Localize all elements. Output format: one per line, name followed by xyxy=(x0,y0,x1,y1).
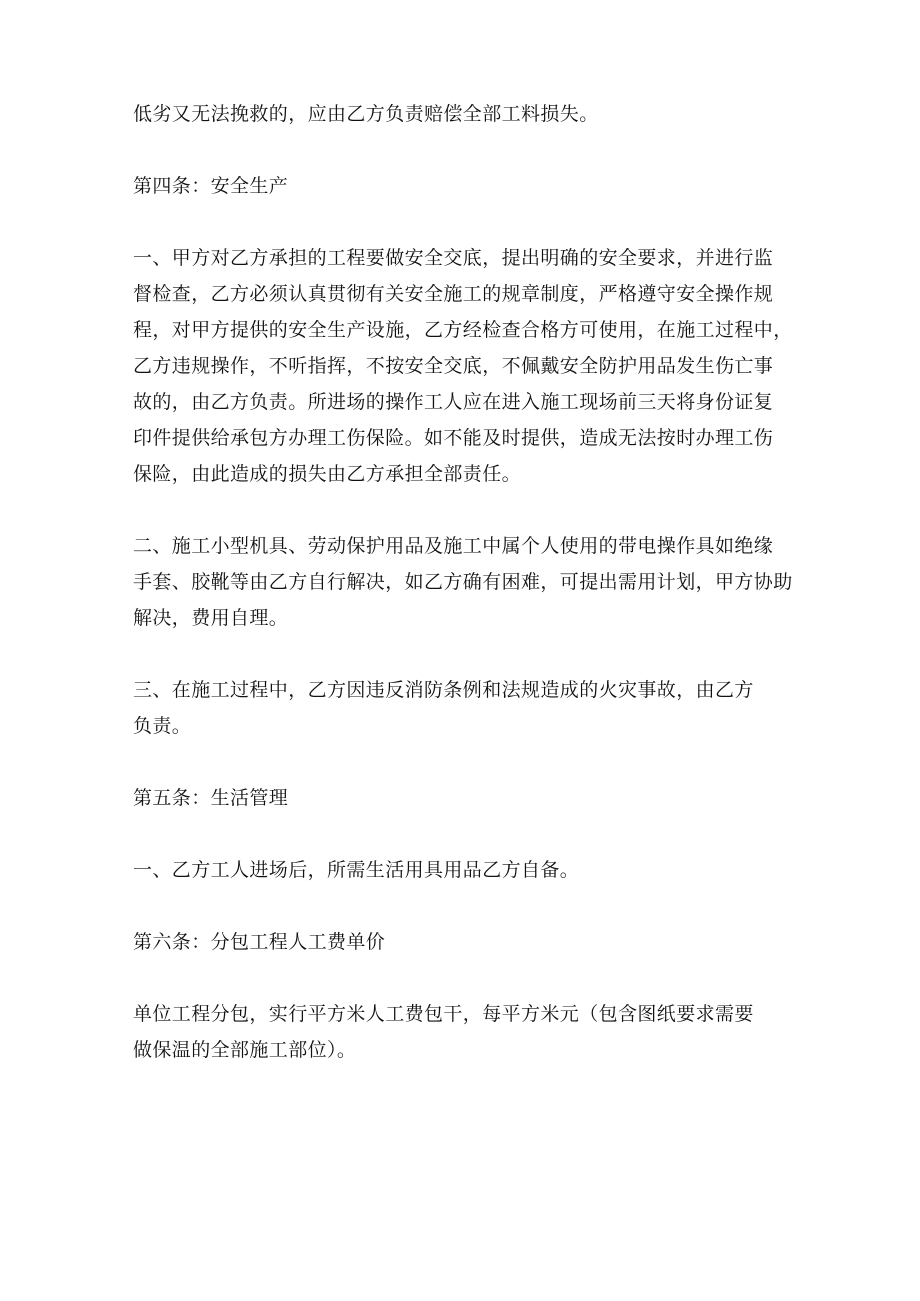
article-6-heading: 第六条：分包工程人工费单价 xyxy=(133,931,386,953)
text-line: 印件提供给承包方办理工伤保险。如不能及时提供，造成无法按时办理工伤 xyxy=(133,427,774,449)
text-line: 手套、胶靴等由乙方自行解决，如乙方确有困难，可提出需用计划，甲方协助 xyxy=(133,571,793,593)
text-line: 负责。 xyxy=(133,715,192,737)
article-4-item-3 xyxy=(133,672,795,744)
text-line: 单位工程分包，实行平方米人工费包干，每平方米元（包含图纸要求需要 xyxy=(133,1003,754,1025)
text-line: 二、施工小型机具、劳动保护用品及施工中属个人使用的带电操作具如绝缘 xyxy=(133,535,774,557)
text-line: 督检查，乙方必须认真贯彻有关安全施工的规章制度，严格遵守安全操作规 xyxy=(133,283,774,305)
text-line: 程，对甲方提供的安全生产设施，乙方经检查合格方可使用，在施工过程中， xyxy=(133,319,793,341)
text-line: 一、甲方对乙方承担的工程要做安全交底，提出明确的安全要求，并进行监 xyxy=(133,247,774,269)
article-5-item-1: 一、乙方工人进场后，所需生活用具用品乙方自备。 xyxy=(133,859,580,881)
text-line: 解决，费用自理。 xyxy=(133,607,289,629)
article-4-item-1 xyxy=(133,240,795,492)
intro-line: 低劣又无法挽救的，应由乙方负责赔偿全部工料损失。 xyxy=(133,103,599,125)
text-line: 故的，由乙方负责。所进场的操作工人应在进入施工现场前三天将身份证复 xyxy=(133,391,774,413)
article-4-item-2 xyxy=(133,528,795,636)
article-6-body xyxy=(133,996,795,1068)
article-4-heading: 第四条：安全生产 xyxy=(133,175,289,197)
document-body xyxy=(133,96,795,1068)
text-line: 保险，由此造成的损失由乙方承担全部责任。 xyxy=(133,463,522,485)
article-5-heading: 第五条：生活管理 xyxy=(133,787,289,809)
text-line: 做保温的全部施工部位）。 xyxy=(133,1039,357,1061)
text-line: 三、在施工过程中，乙方因违反消防条例和法规造成的火灾事故，由乙方 xyxy=(133,679,754,701)
text-line: 乙方违规操作，不听指挥，不按安全交底，不佩戴安全防护用品发生伤亡事 xyxy=(133,355,774,377)
